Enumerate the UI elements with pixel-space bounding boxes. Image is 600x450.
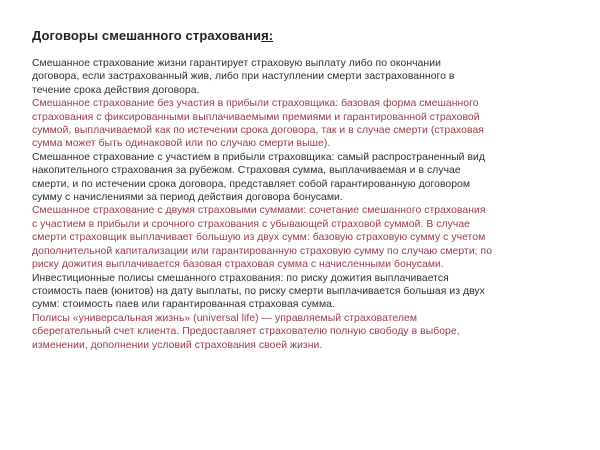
paragraph-without-profit — [32, 97, 560, 151]
paragraph-line: Смешанное страхование с двумя страховыми суммами: сочетание смешанного страхования — [32, 205, 486, 217]
paragraph-line: суммой, выплачиваемой как по истечении срока договора, так и в случае смерти (страховая — [32, 125, 484, 137]
paragraph-line: накопительного страхования за рубежом. Страховая сумма, выплачиваемая и в случае — [32, 165, 461, 177]
document-title — [32, 28, 560, 43]
paragraph-line: договора, если застрахованный жив, либо при наступлении смерти застрахованного в — [32, 71, 455, 83]
paragraph-two-sums — [32, 204, 560, 271]
paragraph-line: Смешанное страхование без участия в прибыли страховщика: базовая форма смешанного — [32, 98, 479, 110]
paragraph-universal-life — [32, 312, 560, 352]
paragraph-line: Инвестиционные полисы смешанного страхования: по риску дожития выплачивается — [32, 272, 449, 284]
paragraph-line: сумма может быть одинаковой или по случаю смерти выше). — [32, 138, 331, 150]
paragraph-investment-policies — [32, 272, 560, 312]
document-title-main: Договоры смешанного страховани — [32, 28, 262, 43]
paragraph-line: страхования с фиксированными выплачиваемыми премиями и гарантированной страховой — [32, 111, 480, 123]
paragraph-line: изменении, дополнении условий страхования своей жизни. — [32, 339, 323, 351]
paragraph-mixed-life-insurance — [32, 57, 560, 97]
paragraph-line: течение срока действия договора. — [32, 84, 200, 96]
paragraph-line: риску дожития выплачивается базовая страховая сумма с начисленными бонусами. — [32, 259, 444, 271]
paragraph-line: дополнительной капитализации или гарантированную страховую сумму по случаю смерти; по — [32, 245, 493, 257]
paragraph-line: сумму с начислениями за период действия договора бонусами. — [32, 192, 343, 204]
document-title-tail: я: — [261, 28, 274, 43]
paragraph-line: Смешанное страхование с участием в прибыли страховщика: самый распространенный вид — [32, 151, 485, 163]
paragraph-with-profit — [32, 151, 560, 205]
document-body — [32, 57, 560, 352]
paragraph-line: стоимость паев (юнитов) на дату выплаты, по риску смерти выплачивается большая из двух — [32, 285, 485, 297]
paragraph-line: сумм: стоимость паев или гарантированная страховая сумма. — [32, 299, 335, 311]
paragraph-line: сберегательный счет клиента. Предоставляет страхователю полную свободу в выборе, — [32, 326, 460, 338]
paragraph-line: смерти страховщик выплачивает большую из двух сумм: базовую страховую сумму с учетом — [32, 232, 486, 244]
paragraph-line: с участием в прибыли и срочного страхования с убывающей страховой суммой. В случае — [32, 218, 470, 230]
paragraph-line: Смешанное страхование жизни гарантирует страховую выплату либо по окончании — [32, 58, 441, 69]
paragraph-line: смерти, и по истечении срока договора, представляет собой гарантированную договором — [32, 178, 471, 190]
paragraph-line: Полисы «универсальная жизнь» (universal life) — управляемый страхователем — [32, 312, 418, 324]
